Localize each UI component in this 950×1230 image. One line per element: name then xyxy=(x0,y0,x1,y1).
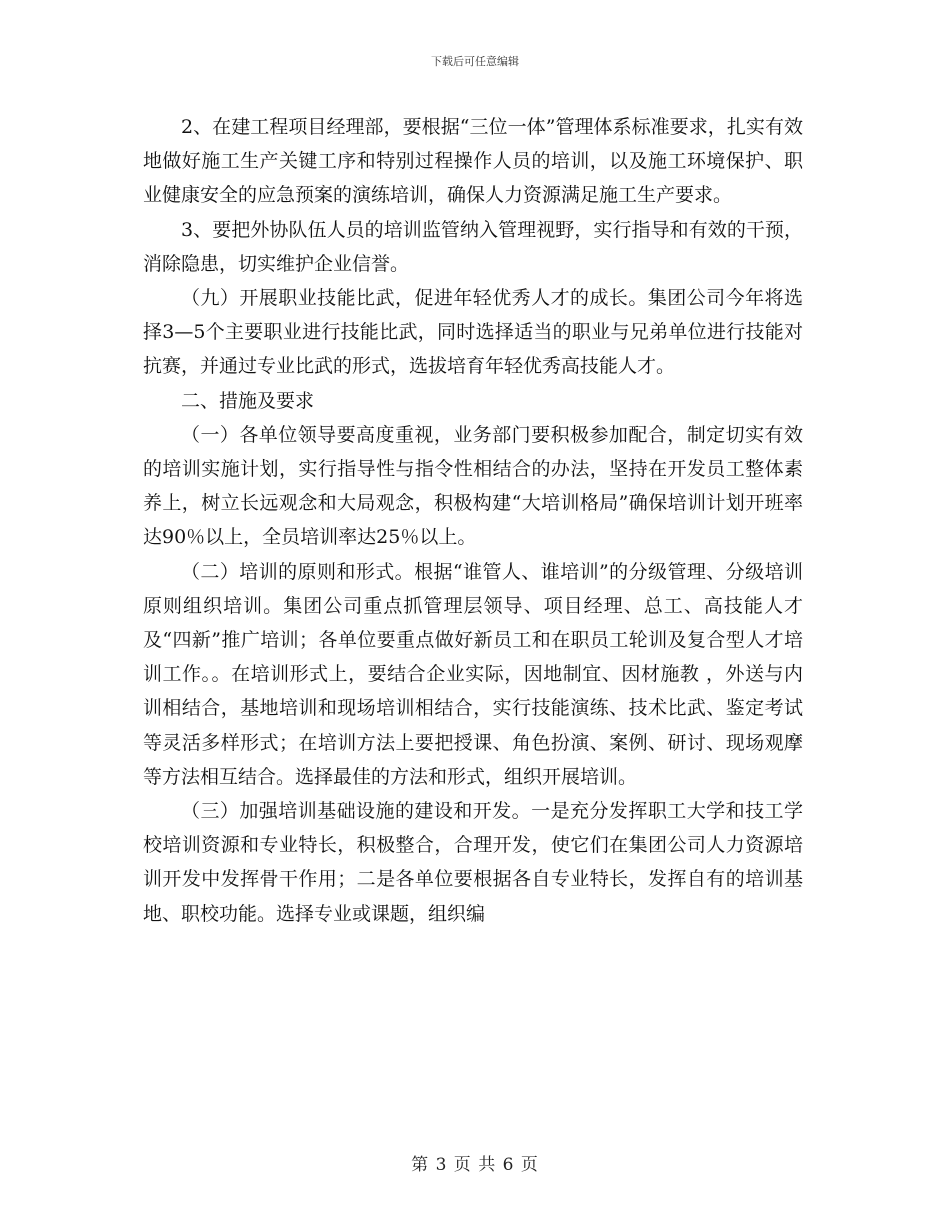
page-header: 下载后可任意编辑 xyxy=(431,55,519,68)
paragraph-training-principles: （二）培训的原则和形式。根据“谁管人、谁培训”的分级管理、分级培训原则组织培训。集团公司重点抓管理层领导、项目经理、总工、高技能人才及“四新”推广培训；各单位要重点做好新员工和在职员工轮训及复合型人才培训工作。。在培训形式上，要结合企业实际，因地制宜、因材施教 ，外送与内训相结合，基地培训和现场培训相结合，实行技能演练、技术比武、鉴定考试等灵活多样形式；在培训方法上要把授课、角色扮演、案例、研讨、现场观摩等方法相互结合。选择最佳的方法和形式，组织开展培训。 xyxy=(143,560,803,788)
paragraph-skill-competition: （九）开展职业技能比武，促进年轻优秀人才的成长。集团公司今年将选择3—5个主要职业进行技能比武，同时选择适当的职业与兄弟单位进行技能对抗赛，并通过专业比武的形式，选拔培育年轻优秀高技能人才。 xyxy=(143,287,803,378)
page-footer: 第 3 页 共 6 页 xyxy=(411,1155,539,1175)
paragraph-item-2: 2、在建工程项目经理部，要根据“三位一体”管理体系标准要求，扎实有效地做好施工生产关键工序和特别过程操作人员的培训，以及施工环境保护、职业健康安全的应急预案的演练培训，确保人力资源满足施工生产要求。 xyxy=(143,116,803,207)
paragraph-infrastructure: （三）加强培训基础设施的建设和开发。一是充分发挥职工大学和技工学校培训资源和专业特长，积极整合，合理开发，使它们在集团公司人力资源培训开发中发挥骨干作用；二是各单位要根据各自专业特长，发挥自有的培训基地、职校功能。选择专业或课题，组织编 xyxy=(143,800,803,925)
section-heading-measures: 二、措施及要求 xyxy=(181,389,315,412)
document-body xyxy=(143,110,803,931)
paragraph-leadership: （一）各单位领导要高度重视，业务部门要积极参加配合，制定切实有效的培训实施计划，实行指导性与指令性相结合的办法，坚持在开发员工整体素养上，树立长远观念和大局观念，积极构建“大培训格局”确保培训计划开班率达90％以上，全员培训率达25％以上。 xyxy=(143,423,803,549)
paragraph-item-3: 3、要把外协队伍人员的培训监管纳入管理视野，实行指导和有效的干预，消除隐患，切实维护企业信誉。 xyxy=(143,218,803,275)
